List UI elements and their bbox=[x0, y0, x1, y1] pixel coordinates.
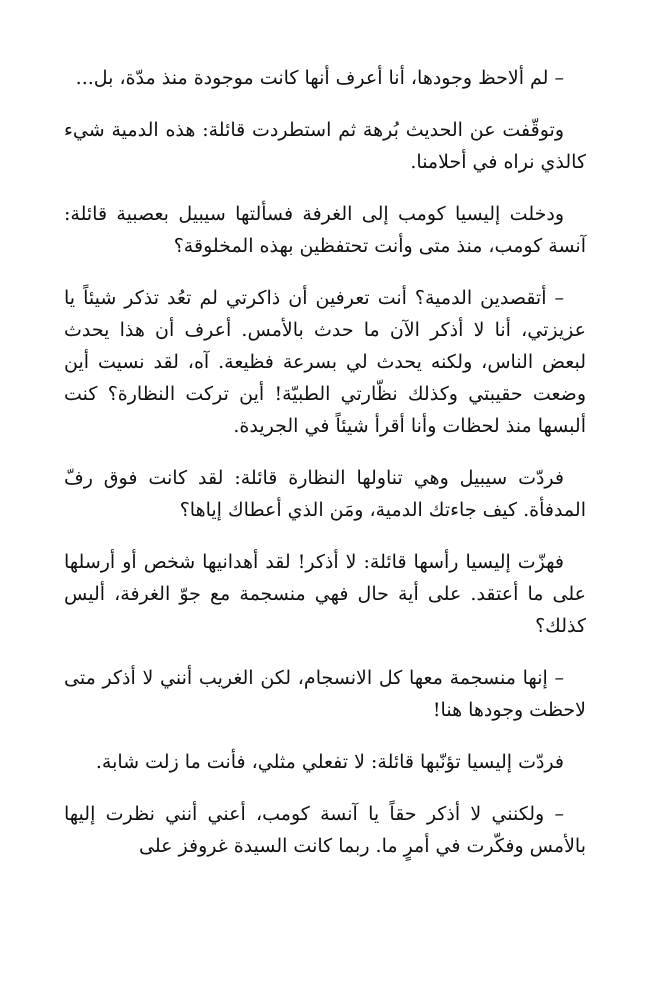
paragraph: – إنها منسجمة معها كل الانسجام، لكن الغريب أنني لا أذكر متى لاحظت وجودها هنا! bbox=[64, 667, 586, 721]
paragraph: وتوقّفت عن الحديث بُرهة ثم استطردت قائلة: هذه الدمية شيء كالذي نراه في أحلامنا. bbox=[64, 119, 586, 173]
document-page bbox=[64, 62, 586, 882]
paragraph: فردّت إليسيا تؤنّبها قائلة: لا تفعلي مثلي، فأنت ما زلت شابة. bbox=[95, 751, 564, 773]
paragraph: فهزّت إليسيا رأسها قائلة: لا أذكر! لقد أهدانيها شخص أو أرسلها على ما أعتقد. على أية حال فهي منسجمة مع جوّ الغرفة، أليس كذلك؟ bbox=[64, 551, 586, 637]
paragraph: – أتقصدين الدمية؟ أنت تعرفين أن ذاكرتي لم تعُد تذكر شيئاً يا عزيزتي، أنا لا أذكر الآن ما حدث بالأمس. أعرف أن هذا يحدث لبعض الناس، ولكنه يحدث لي بسرعة فظيعة. آه، لقد نسيت أين وضعت حقيبتي وكذلك نظّارتي الطبيّة! أين تركت النظارة؟ كنت ألبسها منذ لحظات وأنا أقرأ شيئاً في الجريدة. bbox=[64, 287, 586, 437]
paragraph: – ولكنني لا أذكر حقاً يا آنسة كومب، أعني أنني نظرت إليها بالأمس وفكّرت في أمرٍ ما. ربما كانت السيدة غروفز على bbox=[64, 803, 586, 857]
paragraph: ودخلت إليسيا كومب إلى الغرفة فسألتها سيبيل بعصبية قائلة: آنسة كومب، منذ متى وأنت تحتفظين بهذه المخلوقة؟ bbox=[64, 203, 586, 257]
paragraph: فردّت سيبيل وهي تناولها النظارة قائلة: لقد كانت فوق رفّ المدفأة. كيف جاءتك الدمية، ومَن الذي أعطاك إياها؟ bbox=[64, 467, 586, 521]
paragraph: – لم ألاحظ وجودها، أنا أعرف أنها كانت موجودة منذ مدّة، بل... bbox=[75, 67, 564, 89]
